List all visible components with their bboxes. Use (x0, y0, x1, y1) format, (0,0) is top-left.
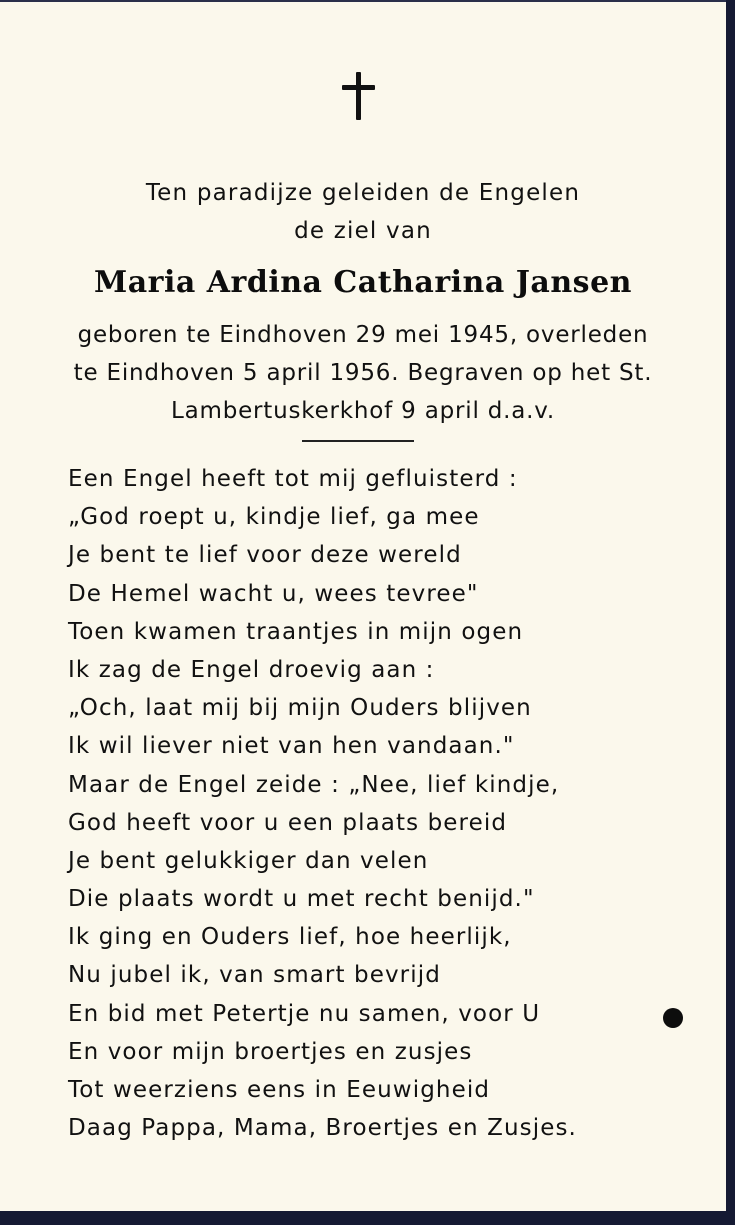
poem-line: Tot weerziens eens in Eeuwigheid (68, 1077, 491, 1103)
poem-line: „God roept u, kindje lief, ga mee (68, 504, 480, 531)
poem-line: Toen kwamen traantjes in mijn ogen (68, 618, 524, 645)
scan-edge-right (726, 0, 735, 1225)
intro-line-1: Ten paradijze geleiden de Engelen (145, 180, 581, 206)
scan-edge-bottom (0, 1211, 735, 1225)
bio-line-1: geboren te Eindhoven 29 mei 1945, overleden (77, 322, 649, 348)
poem-line: Ik wil liever niet van hen vandaan." (68, 733, 515, 760)
poem-line: Daag Pappa, Mama, Broertjes en Zusjes. (68, 1115, 577, 1142)
poem-line: Je bent te lief voor deze wereld (68, 542, 462, 569)
poem-line: En bid met Petertje nu samen, voor U (68, 1000, 541, 1027)
intro-line-2: de ziel van (294, 218, 432, 244)
poem (68, 460, 708, 1147)
poem-line: God heeft voor u een plaats bereid (68, 809, 508, 836)
poem-line: Nu jubel ik, van smart bevrijd (68, 962, 441, 989)
ink-dot (663, 1008, 683, 1028)
bio-line-2: te Eindhoven 5 april 1956. Begraven op het St. (73, 360, 653, 386)
poem-line: Ik ging en Ouders lief, hoe heerlijk, (68, 924, 512, 951)
poem-line: „Och, laat mij bij mijn Ouders blijven (68, 695, 532, 722)
divider (302, 440, 414, 442)
poem-line: En voor mijn broertjes en zusjes (68, 1038, 473, 1065)
poem-line: De Hemel wacht u, wees tevree" (68, 580, 479, 607)
poem-line: Maar de Engel zeide : „Nee, lief kindje, (68, 771, 560, 798)
poem-line: Een Engel heeft tot mij gefluisterd : (68, 466, 518, 492)
poem-line: Ik zag de Engel droevig aan : (68, 656, 435, 683)
bio-line-3: Lambertuskerkhof 9 april d.a.v. (170, 398, 556, 424)
poem-line: Je bent gelukkiger dan velen (68, 847, 429, 874)
poem-line: Die plaats wordt u met recht benijd." (68, 886, 535, 913)
deceased-name: Maria Ardina Catharina Jansen (94, 265, 632, 300)
